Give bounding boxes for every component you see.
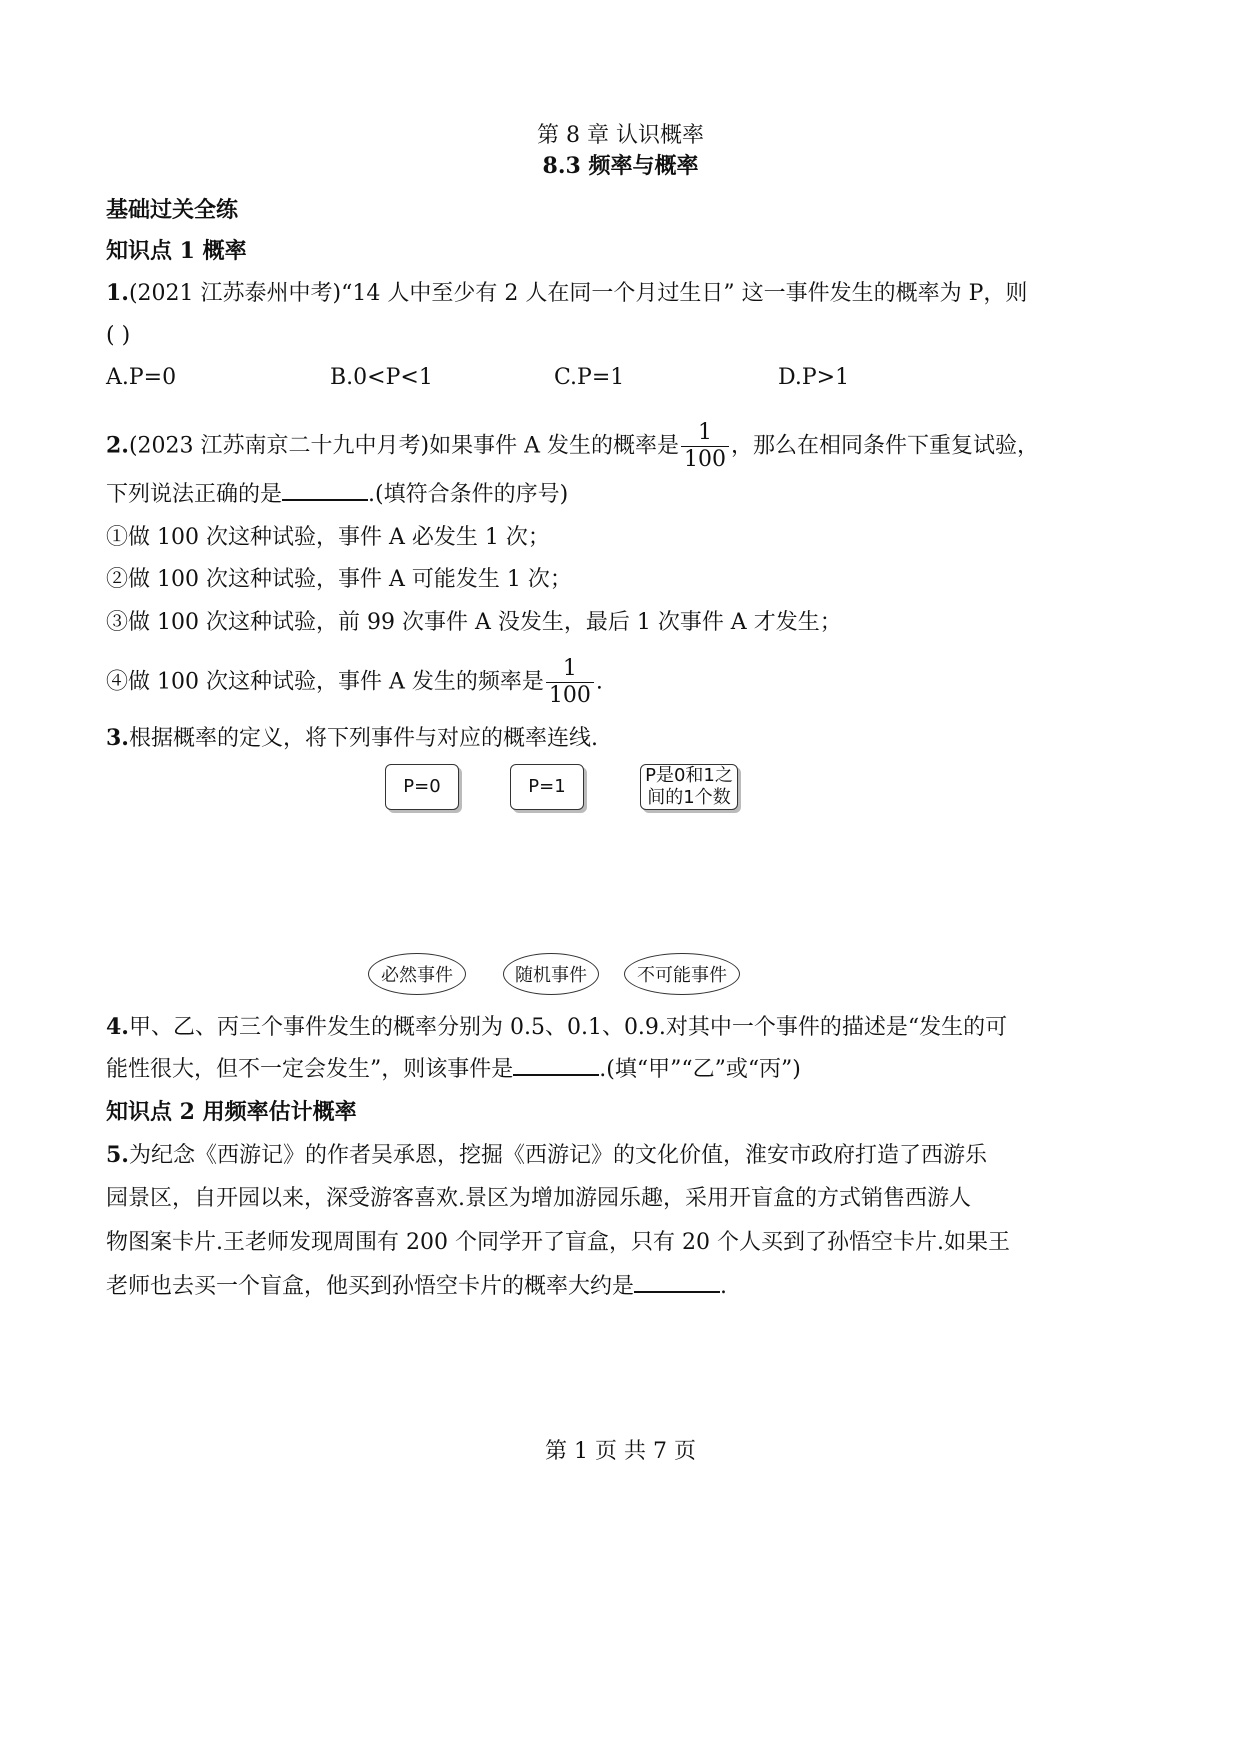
question-5-line-3: 物图案卡片.王老师发现周围有 200 个同学开了盲盒，只有 20 个人买到了孙悟空卡片.如果王: [106, 1230, 1010, 1255]
question-2-item-4-fraction: [546, 656, 594, 709]
question-1: [106, 278, 1027, 309]
question-1-option-c: C.P=1: [554, 365, 625, 390]
question-1-number: 1.: [106, 280, 129, 306]
fraction-numerator: 1: [681, 420, 729, 447]
event-oval-impossible: [624, 953, 740, 995]
box-label: P=1: [528, 776, 566, 797]
question-4-line-2: [106, 1055, 801, 1085]
probability-box-p-equals-0: [385, 764, 459, 810]
question-5-line-4: [106, 1272, 727, 1302]
question-2-item-4: [106, 656, 603, 709]
fraction-denominator: 100: [548, 683, 591, 708]
box-label-line-2: 间的1个数: [647, 787, 731, 808]
question-4-line-2-text: 能性很大，但不一定会发生”，则该事件是: [106, 1057, 514, 1082]
question-5: [106, 1140, 987, 1171]
event-oval-certain: [368, 953, 466, 995]
question-2-item-2: ②做 100 次这种试验，事件 A 可能发生 1 次；: [106, 567, 572, 592]
oval-label: 必然事件: [381, 965, 453, 986]
box-label: P=0: [403, 776, 441, 797]
question-3-number: 3.: [106, 725, 129, 751]
question-2-fraction: [681, 420, 729, 473]
question-2: [106, 420, 1039, 473]
question-1-option-d: D.P>1: [778, 365, 850, 390]
question-2-number: 2.: [106, 432, 129, 459]
knowledge-point-2-label: 知识点 2 用频率估计概率: [106, 1099, 357, 1125]
question-2-text-b: ，那么在相同条件下重复试验，: [731, 433, 1040, 459]
question-2-line-2-text: 下列说法正确的是: [106, 482, 283, 507]
box-label-line-1: P是0和1之: [645, 765, 733, 786]
question-1-option-a: A.P=0: [106, 365, 177, 390]
probability-box-between-0-and-1: [640, 764, 738, 810]
question-1-answer-paren: ( ): [106, 323, 131, 348]
question-4: [106, 1012, 1007, 1043]
question-2-item-4-tail: .: [595, 669, 603, 695]
question-2-item-1: ①做 100 次这种试验，事件 A 必发生 1 次；: [106, 525, 550, 550]
question-5-number: 5.: [106, 1142, 129, 1168]
chapter-title: 第 8 章 认识概率: [537, 123, 704, 148]
question-5-line-4-text: 老师也去买一个盲盒，他买到孙悟空卡片的概率大约是: [106, 1274, 635, 1299]
question-5-line-1: 为纪念《西游记》的作者吴承恩，挖掘《西游记》的文化价值，淮安市政府打造了西游乐: [128, 1143, 987, 1168]
question-2-item-4-text: ④做 100 次这种试验，事件 A 发生的频率是: [106, 669, 544, 695]
fraction-numerator: 1: [546, 656, 594, 683]
question-1-option-b: B.0<P<1: [330, 365, 433, 390]
question-4-line-1: 甲、乙、丙三个事件发生的概率分别为 0.5、0.1、0.9.对其中一个事件的描述是“发生的可: [128, 1015, 1008, 1040]
question-2-line-2-tail: .(填符合条件的序号): [368, 482, 569, 507]
fraction-denominator: 100: [684, 447, 726, 472]
probability-box-p-equals-1: [510, 764, 584, 810]
question-2-line-2: [106, 480, 568, 510]
question-2-text-a: (2023 江苏南京二十九中月考)如果事件 A 发生的概率是: [128, 433, 679, 459]
question-4-line-2-tail: .(填“甲”“乙”或“丙”): [599, 1057, 801, 1082]
oval-label: 随机事件: [515, 965, 587, 986]
answer-blank[interactable]: [513, 1074, 599, 1076]
question-5-line-4-tail: .: [720, 1274, 728, 1299]
page-footer: 第 1 页 共 7 页: [545, 1439, 696, 1464]
section-title: 8.3 频率与概率: [542, 153, 699, 179]
question-1-text: (2021 江苏泰州中考)“14 人中至少有 2 人在同一个月过生日” 这一事件发生的概率为 P，则: [128, 281, 1028, 306]
question-4-number: 4.: [106, 1014, 129, 1040]
answer-blank[interactable]: [634, 1291, 720, 1293]
oval-label: 不可能事件: [637, 965, 727, 986]
question-2-item-3: ③做 100 次这种试验，前 99 次事件 A 没发生，最后 1 次事件 A 才发生；: [106, 610, 842, 635]
question-5-line-2: 园景区，自开园以来，深受游客喜欢.景区为增加游园乐趣，采用开盲盒的方式销售西游人: [106, 1186, 971, 1211]
question-3-text: 根据概率的定义，将下列事件与对应的概率连线.: [128, 726, 598, 751]
event-oval-random: [503, 953, 599, 995]
knowledge-point-1-label: 知识点 1 概率: [106, 238, 247, 264]
part-title: 基础过关全练: [106, 197, 239, 223]
answer-blank[interactable]: [282, 499, 368, 501]
question-3: [106, 723, 598, 754]
